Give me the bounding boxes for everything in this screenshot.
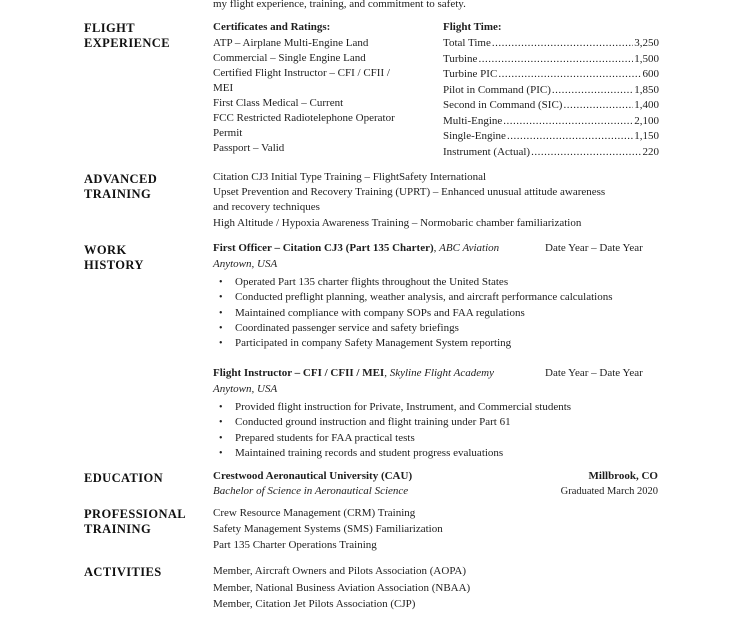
list-item: • Prepared students for FAA practical tests bbox=[219, 431, 571, 446]
job-title: Flight Instructor – CFI / CFII / MEI bbox=[213, 367, 385, 379]
professional-training-item: Crew Resource Management (CRM) Training bbox=[213, 507, 416, 519]
flight-time-value: 2,100 bbox=[634, 114, 659, 127]
list-item: • Operated Part 135 charter flights throughout the United States bbox=[219, 275, 613, 290]
flight-time-value: 1,850 bbox=[634, 83, 659, 96]
flight-time-label: Instrument (Actual) bbox=[443, 145, 531, 158]
dot-leader bbox=[552, 83, 633, 98]
activity-item: Member, National Business Aviation Association (NBAA) bbox=[213, 581, 471, 594]
flight-time-label: Multi-Engine bbox=[443, 114, 503, 127]
list-item: • Conducted preflight planning, weather analysis, and aircraft performance calculations bbox=[219, 290, 613, 305]
activity-item: Member, Aircraft Owners and Pilots Association (AOPA) bbox=[213, 565, 467, 577]
section-heading-professional-training: PROFESSIONAL TRAINING bbox=[84, 507, 187, 536]
advanced-training-item: Citation CJ3 Initial Type Training – FlightSafety International bbox=[213, 171, 487, 183]
certificate-item: MEI bbox=[213, 82, 234, 94]
education-location: Millbrook, CO bbox=[588, 470, 658, 482]
professional-training-item: Safety Management Systems (SMS) Familiarization bbox=[213, 523, 443, 535]
education-graduated: Graduated March 2020 bbox=[560, 486, 658, 497]
certificate-item: First Class Medical – Current bbox=[213, 97, 344, 109]
certificate-item: Permit bbox=[213, 127, 243, 139]
dot-leader bbox=[507, 129, 633, 144]
section-heading-flight-experience: FLIGHT EXPERIENCE bbox=[84, 21, 170, 50]
job-location: Anytown, USA bbox=[213, 383, 278, 395]
certificate-item: Certified Flight Instructor – CFI / CFII / bbox=[213, 67, 390, 79]
activity-item: Member, Citation Jet Pilots Association (CJP) bbox=[213, 598, 416, 610]
advanced-training-item: High Altitude / Hypoxia Awareness Training – Normobaric chamber familiarization bbox=[213, 217, 582, 229]
advanced-training-item: and recovery techniques bbox=[213, 201, 320, 213]
job-title: First Officer – Citation CJ3 (Part 135 Charter) bbox=[213, 242, 434, 254]
certificate-item: ATP – Airplane Multi-Engine Land bbox=[213, 37, 369, 49]
dot-leader bbox=[478, 52, 633, 67]
job-dates: Date Year – Date Year bbox=[545, 242, 643, 254]
flight-time-row bbox=[443, 129, 659, 144]
list-item: • Coordinated passenger service and safety briefings bbox=[219, 321, 613, 336]
education-degree: Bachelor of Science in Aeronautical Science bbox=[213, 485, 409, 497]
flight-time-label: Second in Command (SIC) bbox=[443, 99, 563, 111]
dot-leader bbox=[531, 145, 641, 160]
activities-list bbox=[213, 563, 470, 613]
job-bullets bbox=[219, 400, 571, 461]
advanced-training-list bbox=[213, 170, 605, 231]
list-item: • Conducted ground instruction and flight training under Part 61 bbox=[219, 415, 571, 430]
job-header: Flight Instructor – CFI / CFII / MEI, Skyline Flight Academy bbox=[213, 367, 494, 379]
flight-time-row bbox=[443, 52, 659, 67]
flight-time-value: 3,250 bbox=[634, 37, 659, 49]
flight-time-row bbox=[443, 98, 659, 113]
dot-leader bbox=[492, 36, 633, 51]
certificate-item: Commercial – Single Engine Land bbox=[213, 52, 366, 64]
job-header: First Officer – Citation CJ3 (Part 135 Charter), ABC Aviation bbox=[213, 242, 500, 254]
flight-time-label: Turbine bbox=[443, 52, 478, 65]
section-heading-advanced-training: ADVANCED TRAINING bbox=[84, 172, 158, 201]
flight-time-row bbox=[443, 83, 659, 98]
job-employer: Skyline Flight Academy bbox=[389, 367, 494, 379]
flight-time-label: Pilot in Command (PIC) bbox=[443, 83, 551, 96]
flight-time-row bbox=[443, 114, 659, 129]
section-heading-activities: ACTIVITIES bbox=[84, 565, 162, 579]
intro-line: my flight experience, training, and commitment to safety. bbox=[213, 0, 466, 10]
flight-time-row bbox=[443, 145, 659, 160]
professional-training-item: Part 135 Charter Operations Training bbox=[213, 539, 377, 551]
list-item: • Maintained training records and student progress evaluations bbox=[219, 446, 571, 461]
education-school: Crestwood Aeronautical University (CAU) bbox=[213, 470, 413, 482]
professional-training-list bbox=[213, 505, 443, 553]
flight-time-value: 600 bbox=[642, 68, 659, 80]
flight-time-heading: Flight Time: bbox=[443, 21, 502, 33]
list-item: • Maintained compliance with company SOPs and FAA regulations bbox=[219, 306, 613, 321]
dot-leader bbox=[498, 67, 641, 82]
flight-time-row bbox=[443, 36, 659, 51]
job-bullets bbox=[219, 275, 613, 351]
certificate-item: Passport – Valid bbox=[213, 142, 285, 154]
list-item: • Participated in company Safety Management System reporting bbox=[219, 336, 613, 351]
certificates-list bbox=[213, 36, 395, 156]
dot-leader bbox=[503, 114, 633, 129]
list-item: • Provided flight instruction for Private, Instrument, and Commercial students bbox=[219, 400, 571, 415]
flight-time-label: Total Time bbox=[443, 37, 491, 49]
section-heading-education: EDUCATION bbox=[84, 471, 164, 485]
section-heading-work-history: WORK HISTORY bbox=[84, 243, 144, 272]
flight-time-label: Turbine PIC bbox=[443, 68, 498, 80]
flight-time-value: 220 bbox=[642, 145, 659, 158]
certificate-item: FCC Restricted Radiotelephone Operator bbox=[213, 112, 395, 124]
job-employer: ABC Aviation bbox=[439, 242, 500, 254]
dot-leader bbox=[563, 98, 633, 113]
job-location: Anytown, USA bbox=[213, 258, 278, 270]
flight-time-row bbox=[443, 67, 659, 82]
flight-time-label: Single-Engine bbox=[443, 130, 506, 142]
flight-time-value: 1,500 bbox=[634, 52, 659, 65]
advanced-training-item: Upset Prevention and Recovery Training (UPRT) – Enhanced unusual attitude awareness bbox=[213, 186, 606, 198]
job-dates: Date Year – Date Year bbox=[545, 367, 643, 379]
flight-time-value: 1,400 bbox=[634, 99, 659, 111]
flight-time-value: 1,150 bbox=[634, 130, 659, 142]
certificates-heading: Certificates and Ratings: bbox=[213, 21, 331, 33]
